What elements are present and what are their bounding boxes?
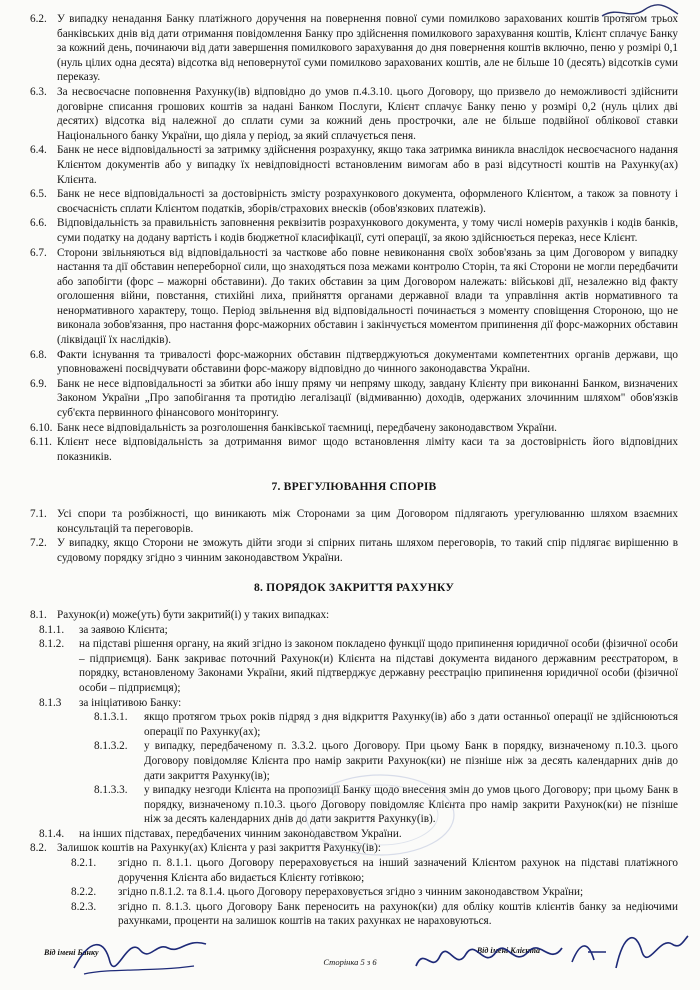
- clause-6-6: 6.6. Відповідальність за правильність заповнення реквізитів розрахункового документа, у тому числі номерів рахунків і кодів банків, суми податку на додану вартість і кодів бюджетної класифікації, суті операції, за якою здійснюється переказ, несе Клієнт.: [30, 217, 678, 244]
- clause-6-7: 6.7. Сторони звільняються від відповідальності за часткове або повне невиконання своїх зобов'язань за цим Договором у випадку настання та дії обставин непереборної сили, що знаходяться поза межами контролю Сторін, та які Сторони не могли передбачити або запобігти (форс – мажорні обставини). До таких обставин за цим Договором належать: військові дії, незалежно від факту оголошення війни, повстання, стихійні лиха, прийняття органами державної влади та управління актів нормативного та ненормативного характеру, тощо. Період звільнення від відповідальності починається з моменту сповіщення Стороною, що не виконала зобов'язання, про настання форс-мажорних обставин і закінчується моментом припинення дії форс-мажорних обставин (ліквідації їх наслідків).: [30, 246, 678, 347]
- clause-6-3: 6.3. За несвоєчасне поповнення Рахунку(ів) відповідно до умов п.4.3.10. цього Договору, що призвело до неможливості здійснити договірне списання грошових коштів за надані Банком Послуги, Клієнт сплачує Банку пеню у розмірі 0,2 (нуль цілих дві десятих) відсотка від належної до сплати суми за кожний день прострочки, але не більше подвійної облікової ставки Національного банку України, що діяла у період, за який сплачується пеня.: [30, 85, 678, 142]
- clause-8-1-3-2: 8.1.3.2. у випадку, передбаченому п. 3.3.2. цього Договору. При цьому Банк в порядку, визначеному п.10.3. цього Договору повідомляє Клієнта про намір закрити Рахунок(ки) не пізніше ніж за десять календарних днів до дати закриття Рахунку(ів);: [94, 740, 678, 782]
- bank-signature-label: Від імені Банку: [44, 948, 99, 957]
- section-8-heading: 8. ПОРЯДОК ЗАКРИТТЯ РАХУНКУ: [253, 581, 455, 595]
- clause-6-11: 6.11. Клієнт несе відповідальність за дотримання вимог щодо встановлення ліміту каси та за достовірність його відповідних показників.: [30, 436, 678, 463]
- clause-7-2: 7.2. У випадку, якщо Сторони не зможуть дійти згоди зі спірних питань шляхом переговорів, то такий спір підлягає вирішенню в судовому порядку згідно з чинним законодавством України.: [30, 537, 678, 564]
- section-6-list: [30, 12, 678, 464]
- section-8-list: [30, 608, 678, 929]
- clause-8-2-3: 8.2.3. згідно п. 8.1.3. цього Договору Банк переносить на рахунок(ки) для обліку коштів клієнтів банку за недіючими рахунками, проценти на залишок коштів на таких рахунках не нараховуються.: [71, 900, 678, 928]
- page-number: Сторінка 5 з 6: [323, 957, 377, 967]
- clause-7-1: 7.1. Усі спори та розбіжності, що виникають між Сторонами за цим Договором підлягають урегулюванню шляхом взаємних консультацій та переговорів.: [30, 508, 678, 535]
- client-signature-label: Від імені Клієнта: [476, 946, 540, 955]
- clause-6-8: 6.8. Факти існування та тривалості форс-мажорних обставин підтверджуються документами компетентних органів держави, що уповноважені посвідчувати обставини форс-мажору відповідно до чинного законодавства України.: [30, 348, 678, 376]
- clause-8-1-2: 8.1.2. на підставі рішення органу, на який згідно із законом покладено функції щодо припинення юридичної особи (фізичної особи – підприємця). Банк закриває поточний Рахунок(и) Клієнта на підставі документа виданого державним реєстратором, в порядку, встановленому Законами України, який підтверджує державну реєстрацію припинення юридичної особи (фізичної особи – підприємця);: [39, 638, 678, 694]
- section-7-list: [30, 507, 678, 565]
- clause-6-9: 6.9. Банк не несе відповідальності за збитки або іншу пряму чи непряму шкоду, завдану Клієнту при виконанні Банком, визначених Законом України „Про запобігання та протидію легалізації (відмиванню) доходів, одержаних злочинним шляхом" обов'язків суб'єкта первинного фінансового моніторингу.: [30, 377, 678, 420]
- clause-8-1-1: 8.1.1. за заявою Клієнта;: [39, 623, 168, 636]
- clause-8-1-4: 8.1.4. на інших підставах, передбачених чинним законодавством України.: [39, 827, 402, 840]
- clause-8-1-3: 8.1.3 за ініціативою Банку:: [39, 696, 182, 709]
- clause-8-2: 8.2. Залишок коштів на Рахунку(ах) Клієнта у разі закриття Рахунку(ів):: [30, 842, 381, 855]
- clause-6-5: 6.5. Банк не несе відповідальності за достовірність змісту розрахункового документа, оформленого Клієнтом, а також за повноту і своєчасність сплати Клієнтом податків, зборів/страхових внесків (обов'язкових платежів).: [30, 188, 678, 215]
- clause-8-2-1: 8.2.1. згідно п. 8.1.1. цього Договору перераховується на інший зазначений Клієнтом рахунок на підставі платіжного доручення Клієнта або видається Клієнту готівкою;: [71, 857, 678, 884]
- clause-8-1-3-1: 8.1.3.1. якщо протягом трьох років підряд з дня відкриття Рахунку(ів) або з дати останньої операції не здійснюються операції по Рахунку(ах);: [94, 711, 678, 738]
- clause-8-1: 8.1. Рахунок(и) може(уть) бути закритий(і) у таких випадках:: [30, 608, 330, 621]
- clause-8-2-2: 8.2.2. згідно п.8.1.2. та 8.1.4. цього Договору перераховується згідно з чинним законодавством України;: [71, 886, 584, 899]
- clause-6-4: 6.4. Банк не несе відповідальності за затримку здійснення розрахунку, якщо така затримка виникла внаслідок несвоєчасного надання Клієнтом документів або у випадку їх невідповідності встановленим вимогам або в разі відсутності коштів на Рахунку(ах) Клієнта.: [30, 144, 678, 186]
- clause-6-10: 6.10. Банк несе відповідальність за розголошення банківської таємниці, передбачену законодавством України.: [30, 421, 557, 434]
- clause-6-2: 6.2. У випадку ненадання Банку платіжного доручення на повернення повної суми помилково зарахованих коштів протягом трьох банківських днів від дати отримання повідомлення Банку про здійснення помилкового зарахування коштів, Клієнт сплачує Банку за кожний день, починаючи від дати завершення помилкового зарахування до дня повернення коштів включно, пеню у розмірі 0,1 (нуль цілих одна десята) відсотка від неповернутої суми помилково зарахованих коштів, але не більше 10 (десять) відсотків суми переказу.: [30, 13, 678, 84]
- page-footer: [40, 944, 660, 984]
- clause-8-1-3-3: 8.1.3.3. у випадку незгоди Клієнта на пропозиції Банку щодо внесення змін до умов цього Договору; при цьому Банк в порядку, визначеному п.10.3. цього Договору повідомляє Клієнта про намір закрити Рахунок(ки) не пізніше ніж за десять календарних днів до дати закриття Рахунку(ів).: [94, 784, 678, 826]
- section-7-heading: 7. ВРЕГУЛЮВАННЯ СПОРІВ: [271, 480, 437, 494]
